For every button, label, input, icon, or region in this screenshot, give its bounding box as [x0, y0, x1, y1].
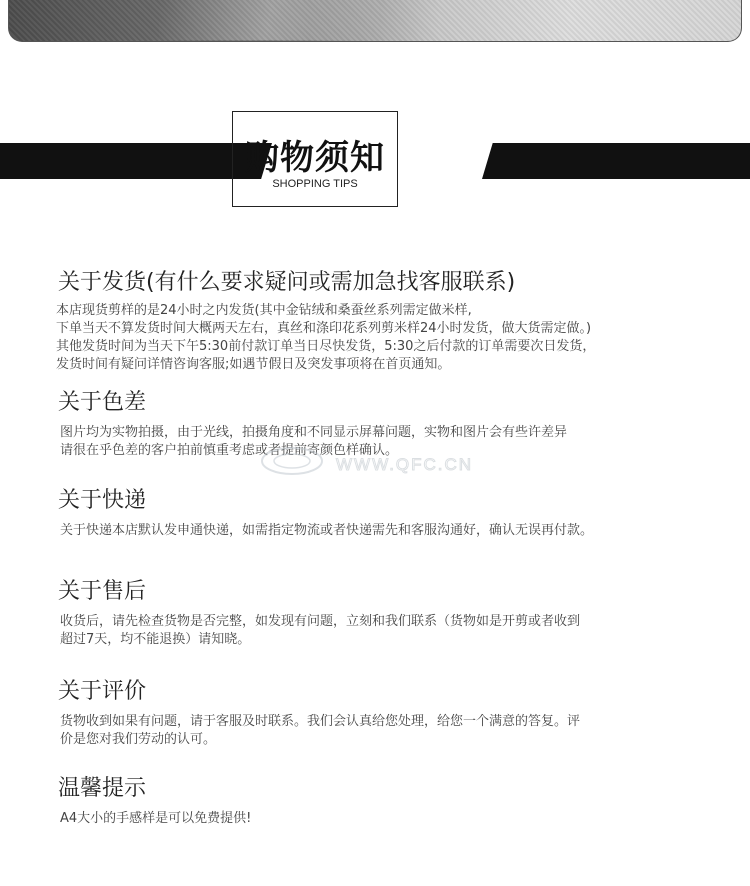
section-heading: 关于发货(有什么要求疑问或需加急找客服联系): [58, 270, 516, 295]
body-line: 其他发货时间为当天下午5:30前付款订单当日尽快发货，5:30之后付款的订单需要次日发货，: [56, 339, 596, 354]
section-heading: 关于售后: [58, 579, 147, 604]
section-body: [58, 424, 718, 460]
body-line: 货物收到如果有问题，请于客服及时联系。我们会认真给您处理，给您一个满意的答复。评: [60, 714, 581, 729]
section-express: [58, 486, 718, 540]
section-review: [58, 677, 718, 749]
section-shipping: [58, 268, 718, 374]
banner-subtitle: SHOPPING TIPS: [272, 178, 358, 190]
body-line: A4大小的手感样是可以免费提供!: [60, 811, 252, 826]
section-heading: 温馨提示: [58, 776, 147, 801]
body-line: 价是您对我们劳动的认可。: [60, 732, 217, 747]
section-body: [58, 713, 718, 749]
body-line: 下单当天不算发货时间大概两天左右，真丝和涤印花系列剪米样24小时发货，做大货需定做。): [56, 321, 592, 336]
section-heading: 关于快递: [58, 488, 147, 513]
body-line: 请很在乎色差的客户拍前慎重考虑或者提前寄颜色样确认。: [60, 443, 399, 458]
fabric-photo: [8, 0, 742, 42]
section-body: [56, 302, 718, 374]
fabric-texture: [9, 0, 741, 41]
section-body: [58, 613, 718, 649]
body-line: 图片均为实物拍摄，由于光线，拍摄角度和不同显示屏幕问题，实物和图片会有些许差异: [60, 425, 568, 440]
section-heading: 关于评价: [58, 679, 147, 704]
body-line: 超过7天，均不能退换）请知晓。: [60, 632, 251, 647]
banner-band-right: [482, 143, 750, 179]
section-body: [58, 522, 718, 540]
section-warm-tips: [58, 774, 718, 828]
section-after-sale: [58, 577, 718, 649]
section-color-difference: [58, 388, 718, 460]
body-line: 收货后，请先检查货物是否完整，如发现有问题，立刻和我们联系（货物如是开剪或者收到: [60, 614, 581, 629]
body-line: 本店现货剪样的是24小时之内发货(其中金钻绒和桑蚕丝系列需定做米样,: [56, 303, 472, 318]
section-heading: 关于色差: [58, 390, 147, 415]
banner-title: 购物须知: [245, 138, 385, 178]
section-body: [58, 810, 718, 828]
watermark-text: WWW.QFC.CN: [336, 455, 474, 474]
body-line: 发货时间有疑问详情咨询客服;如遇节假日及突发事项将在首页通知。: [56, 357, 451, 372]
body-line: 关于快递本店默认发申通快递，如需指定物流或者快递需先和客服沟通好，确认无误再付款。: [60, 523, 594, 538]
